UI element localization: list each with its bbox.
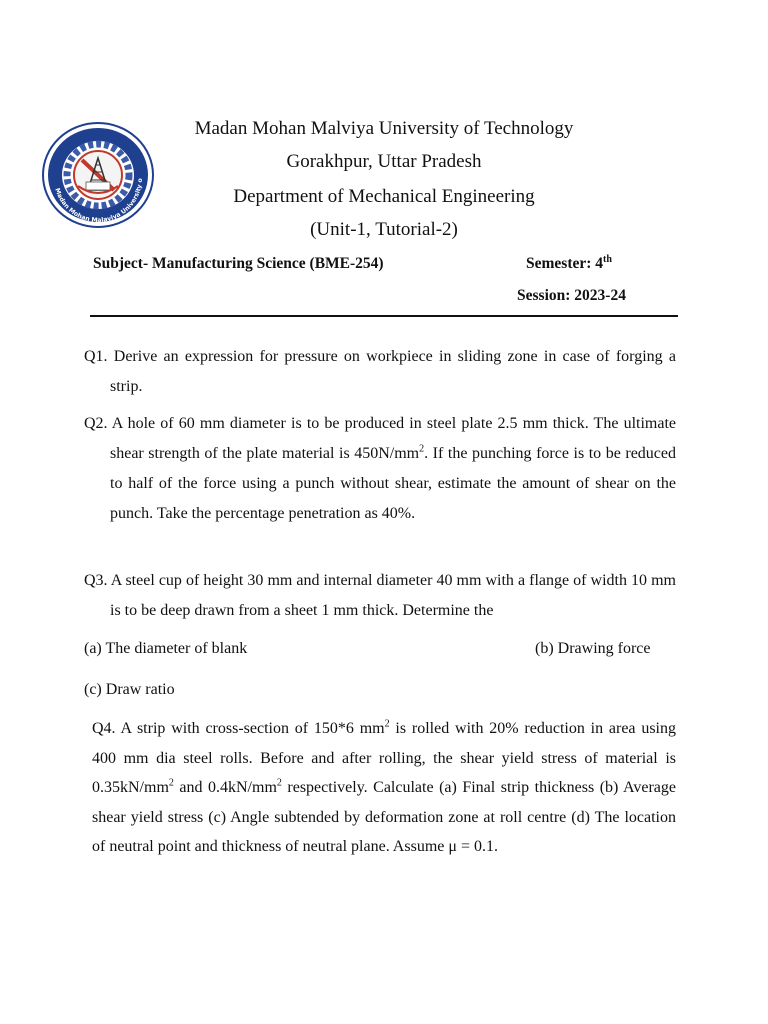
university-location: Gorakhpur, Uttar Pradesh xyxy=(286,151,482,172)
question-2: Q2. A hole of 60 mm diameter is to be produced in steel plate 2.5 mm thick. The ultimate shear strength of the plate material is $450N/mm^2$. If the punching force is to be reduced to half of the force using a punch without shear, estimate the amount of shear on the punch. Take the percentage penetration as 40%. xyxy=(84,415,677,522)
department-name: Department of Mechanical Engineering xyxy=(233,186,535,207)
question-3-option-a: (a) The diameter of blank xyxy=(84,640,248,657)
question-4: Q4. A strip with cross-section of 150*6 $mm^2$ is rolled with 20% reduction in area using 400 mm dia steel rolls. Before and after rolling, the shear yield stress of material is $0.35kN/mm^2$ and $0.4kN/mm^2$ respectively. Calculate (a) Final strip thickness (b) Average shear yield stress (c) Angle subtended by deformation zone at roll centre (d) The location of neutral point and thickness of neutral plane. Assume μ = 0.1. xyxy=(92,718,677,855)
question-3: Q3. A steel cup of height 30 mm and internal diameter 40 mm with a flange of width 10 mm is to be deep drawn from a sheet 1 mm thick. Determine the xyxy=(84,572,676,619)
university-name: Madan Mohan Malviya University of Technology xyxy=(194,118,574,139)
semester-line: Semester: 4th xyxy=(526,253,612,272)
question-1: Q1. Derive an expression for pressure on workpiece in sliding zone in case of forging a strip. xyxy=(84,348,676,395)
header-divider xyxy=(90,315,678,317)
subject-line: Subject- Manufacturing Science (BME-254) xyxy=(93,255,384,272)
session-line: Session: 2023-24 xyxy=(517,287,626,304)
question-3-option-b: (b) Drawing force xyxy=(535,640,651,657)
question-3-option-c: (c) Draw ratio xyxy=(84,681,175,698)
logo-text: Madan Mohan Malaviya University o xyxy=(53,178,145,225)
tutorial-unit: (Unit-1, Tutorial-2) xyxy=(310,219,458,240)
